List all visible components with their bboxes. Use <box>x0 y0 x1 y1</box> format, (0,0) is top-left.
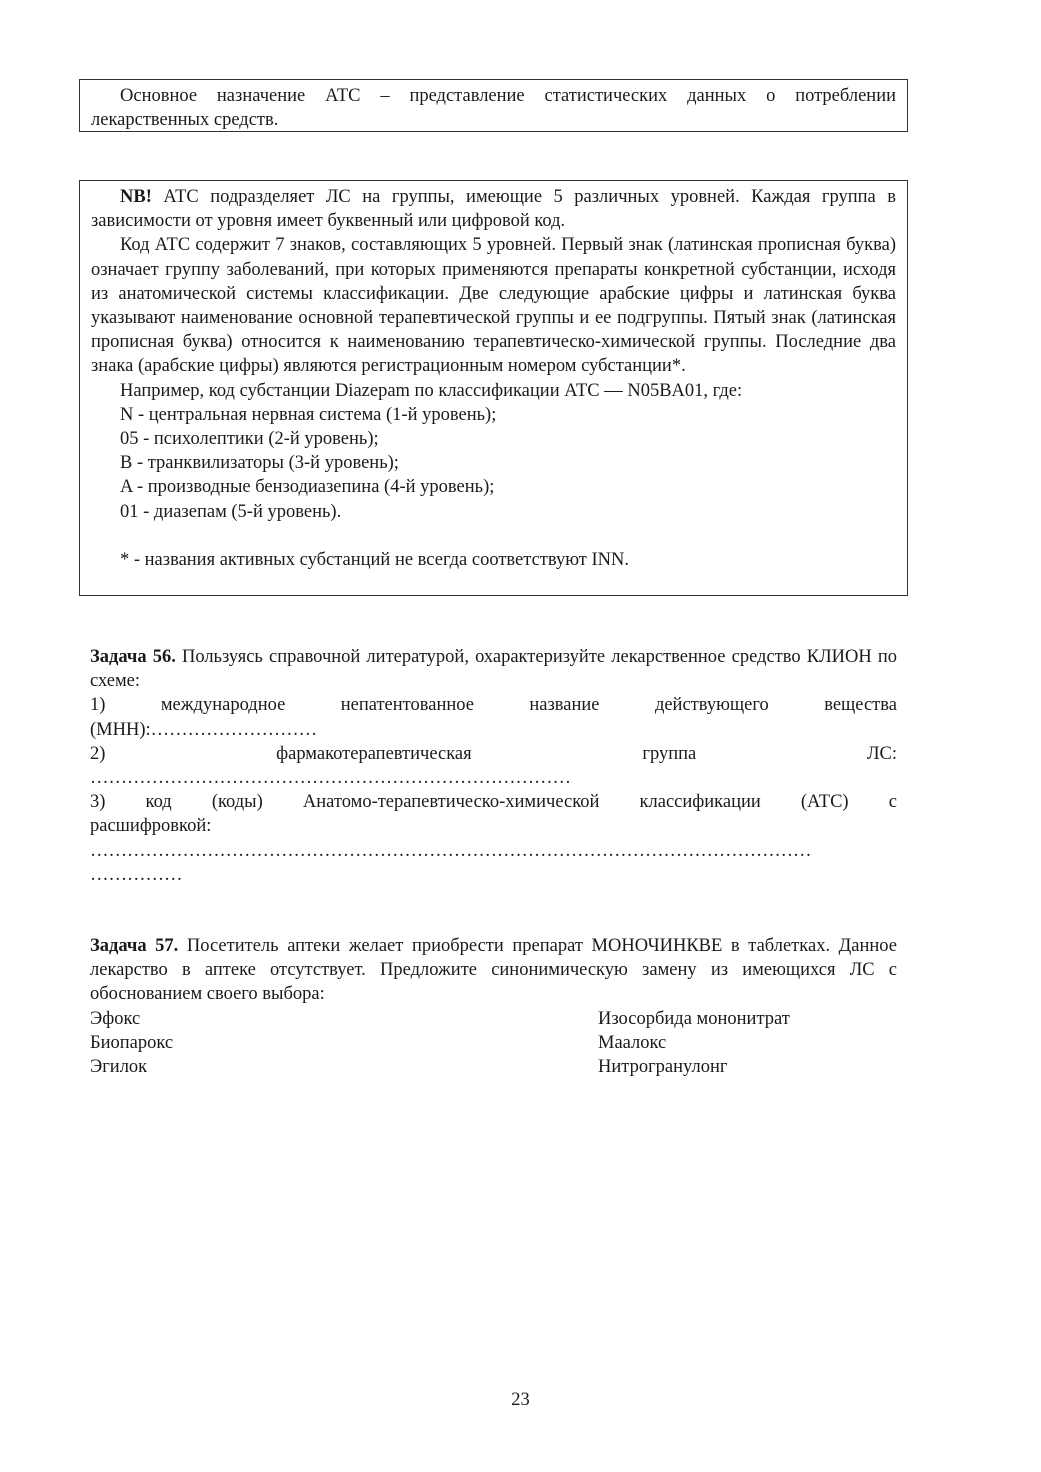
word: 1) <box>90 695 106 716</box>
word: международное <box>160 695 286 716</box>
word: (коды) <box>211 792 263 813</box>
level-line: A - производные бензодиазепина (4-й уровень); <box>120 477 495 498</box>
task-57-label: Задача 57. <box>90 936 179 956</box>
task-57 <box>90 934 897 1079</box>
task-56-item-1-cont: (МНН):……………………… <box>90 719 318 740</box>
drug-option: Биопарокс <box>90 1032 174 1053</box>
level-line: 01 - диазепам (5-й уровень). <box>120 501 342 522</box>
task-56-item-2 <box>90 742 897 766</box>
example-line: Например, код субстанции Diazepam по классификации АТС — N05BA01, где: <box>120 380 743 401</box>
task-57-text <box>90 934 897 1007</box>
task-56-intro <box>90 645 897 693</box>
task-56-intro-text: Пользуясь справочной литературой, охарактеризуйте лекарственное средство КЛИОН по схеме: <box>90 647 897 692</box>
task-56-item-3 <box>90 790 897 814</box>
drug-option: Эфокс <box>90 1008 141 1029</box>
nb-label: NB! <box>120 187 152 207</box>
nb-paragraph <box>91 185 896 233</box>
word: код <box>145 792 172 813</box>
task-57-body: Посетитель аптеки желает приобрести препарат МОНОЧИНКВЕ в таблетках. Данное лекарство в аптеке отсутствует. Предложите синонимическую замену из имеющихся ЛС с обоснованием своего выбора: <box>90 936 897 1005</box>
word: ЛС: <box>866 743 897 764</box>
task-56-answer-dots-short: …………… <box>90 864 183 885</box>
drug-option: Изосорбида мононитрат <box>598 1008 790 1029</box>
word: 3) <box>90 792 106 813</box>
word: (АТС) <box>800 792 849 813</box>
drug-options <box>90 1007 897 1080</box>
task-56-answer-dots: ……………………………………………………………………………………………………… <box>90 840 812 861</box>
drug-option: Эгилок <box>90 1057 148 1078</box>
purpose-text: Основное назначение АТС – представление статистических данных о потреблении лекарственных средств. <box>91 86 896 131</box>
drug-option: Нитрогранулонг <box>598 1057 728 1078</box>
task-56-item-2-dots: …………………………………………………………………… <box>90 768 571 789</box>
word: 2) <box>90 743 106 764</box>
nb-box <box>79 180 908 596</box>
word: Анатомо-терапевтическо-химической <box>302 792 600 813</box>
task-56-item-1 <box>90 693 897 717</box>
drug-option: Маалокс <box>598 1032 667 1053</box>
word: группа <box>642 743 697 764</box>
word: действующего <box>654 695 769 716</box>
level-line: B - транквилизаторы (3-й уровень); <box>120 453 399 474</box>
word: название <box>529 695 600 716</box>
nb-text: АТС подразделяет ЛС на группы, имеющие 5 различных уровней. Каждая группа в зависимости от уровня имеет буквенный или цифровой код. <box>91 187 896 232</box>
atc-code-paragraph: Код АТС содержит 7 знаков, составляющих 5 уровней. Первый знак (латинская прописная буква) означает группу заболеваний, при которых применяются препараты конкретной субстанции, исходя из анатомической системы классификации. Две следующие арабские цифры и латинская буква указывают наименование основной терапевтической группы и ее подгруппы. Пятый знак (латинская прописная буква) относится к наименованию терапевтическо-химической группы. Последние два знака (арабские цифры) являются регистрационным номером субстанции*. <box>91 235 896 377</box>
task-56-item-3-cont: расшифровкой: <box>90 816 212 837</box>
word: классификации <box>639 792 761 813</box>
page-number: 23 <box>511 1390 530 1410</box>
footnote: * - названия активных субстанций не всегда соответствуют INN. <box>120 549 630 570</box>
word: вещества <box>824 695 897 716</box>
drug-options-right <box>598 1007 897 1080</box>
drug-options-left <box>90 1007 598 1080</box>
level-line: 05 - психолептики (2-й уровень); <box>120 429 379 450</box>
level-line: N - центральная нервная система (1-й уровень); <box>120 404 497 425</box>
task-56 <box>90 645 897 887</box>
word: с <box>888 792 897 813</box>
word: непатентованное <box>340 695 474 716</box>
word: фармакотерапевтическая <box>276 743 472 764</box>
purpose-box <box>79 79 908 132</box>
task-56-label: Задача 56. <box>90 647 176 667</box>
